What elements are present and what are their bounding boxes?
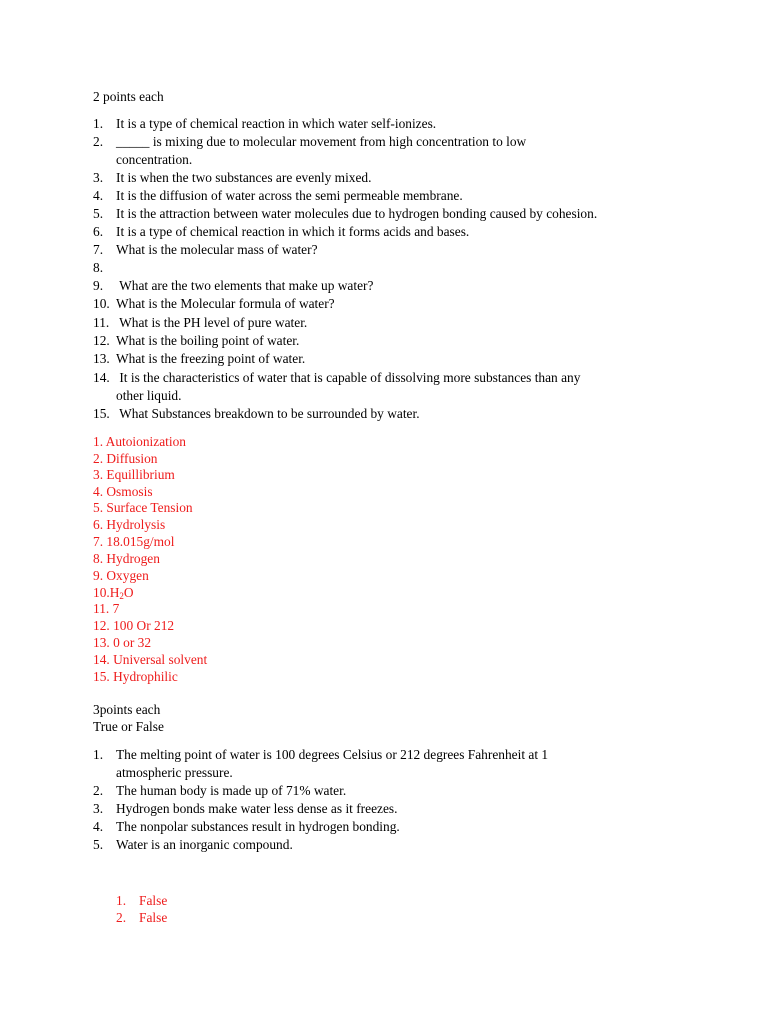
question-number: 5. [93, 837, 104, 852]
question-text-cont: atmospheric pressure. [116, 765, 233, 780]
question-text: What Substances breakdown to be surrounded by water. [116, 406, 420, 421]
question-number: 3. [93, 801, 104, 816]
answer-item: 2. Diffusion [93, 451, 158, 466]
question-number: 3. [93, 170, 104, 185]
question-text: Water is an inorganic compound. [116, 837, 293, 852]
answer-item: 4. Osmosis [93, 484, 153, 499]
question-text: The nonpolar substances result in hydrogen bonding. [116, 819, 400, 834]
question-number: 1. [93, 116, 104, 131]
question-text: What is the boiling point of water. [116, 333, 300, 348]
answer-item: 6. Hydrolysis [93, 517, 166, 532]
question-number: 12. [93, 333, 110, 348]
question-text-cont: other liquid. [116, 388, 182, 403]
question-number: 7. [93, 242, 104, 257]
question-text: It is the attraction between water molecules due to hydrogen bonding caused by cohesion. [116, 206, 598, 221]
formula-suffix: O [123, 585, 134, 600]
question-text: What is the freezing point of water. [116, 351, 306, 366]
answer-item: 1. Autoionization [93, 434, 186, 449]
question-text: It is when the two substances are evenly mixed. [116, 170, 372, 185]
question-number: 10. [93, 296, 110, 311]
question-number: 1. [93, 747, 104, 762]
question-text: It is a type of chemical reaction in which water self-ionizes. [116, 116, 437, 131]
answer-item: 9. Oxygen [93, 568, 149, 583]
question-text: It is the characteristics of water that is capable of dissolving more substances than any [116, 370, 581, 385]
question-text: What is the molecular mass of water? [116, 242, 318, 257]
answer-item: 13. 0 or 32 [93, 635, 152, 650]
section1-heading: 2 points each [93, 89, 164, 104]
answer-item: 5. Surface Tension [93, 500, 193, 515]
answer-item: 15. Hydrophilic [93, 669, 178, 684]
section2-heading: 3points each [93, 702, 161, 717]
question-text: _____ is mixing due to molecular movement from high concentration to low [116, 134, 527, 149]
answer-item: 14. Universal solvent [93, 652, 208, 667]
answer-text: False [139, 910, 168, 925]
question-text: The melting point of water is 100 degrees Celsius or 212 degrees Fahrenheit at 1 [116, 747, 549, 762]
question-number: 8. [93, 260, 104, 275]
answer-item: 12. 100 Or 212 [93, 618, 175, 633]
answer-item-formula [93, 584, 134, 601]
question-text: It is the diffusion of water across the semi permeable membrane. [116, 188, 463, 203]
question-number: 9. [93, 278, 104, 293]
question-text: It is a type of chemical reaction in which it forms acids and bases. [116, 224, 470, 239]
answer-item: 3. Equillibrium [93, 467, 175, 482]
question-number: 11. [93, 315, 110, 330]
question-number: 6. [93, 224, 104, 239]
question-text: What are the two elements that make up water? [116, 278, 374, 293]
answer-item: 7. 18.015g/mol [93, 534, 175, 549]
question-number: 4. [93, 188, 104, 203]
question-number: 4. [93, 819, 104, 834]
formula-prefix: 10.H [93, 585, 120, 600]
question-text: What is the Molecular formula of water? [116, 296, 335, 311]
answer-number: 1. [116, 893, 127, 908]
question-number: 15. [93, 406, 110, 421]
answer-number: 2. [116, 910, 127, 925]
question-number: 2. [93, 783, 104, 798]
answer-item: 11. 7 [93, 601, 120, 616]
section2-subheading: True or False [93, 719, 164, 734]
formula-subscript: 2 [119, 591, 124, 601]
question-text-cont: concentration. [116, 152, 193, 167]
answer-item: 8. Hydrogen [93, 551, 160, 566]
question-number: 13. [93, 351, 110, 366]
question-text: What is the PH level of pure water. [116, 315, 308, 330]
question-number: 14. [93, 370, 110, 385]
answer-text: False [139, 893, 168, 908]
question-text: The human body is made up of 71% water. [116, 783, 347, 798]
question-number: 5. [93, 206, 104, 221]
question-text: Hydrogen bonds make water less dense as it freezes. [116, 801, 398, 816]
question-number: 2. [93, 134, 104, 149]
